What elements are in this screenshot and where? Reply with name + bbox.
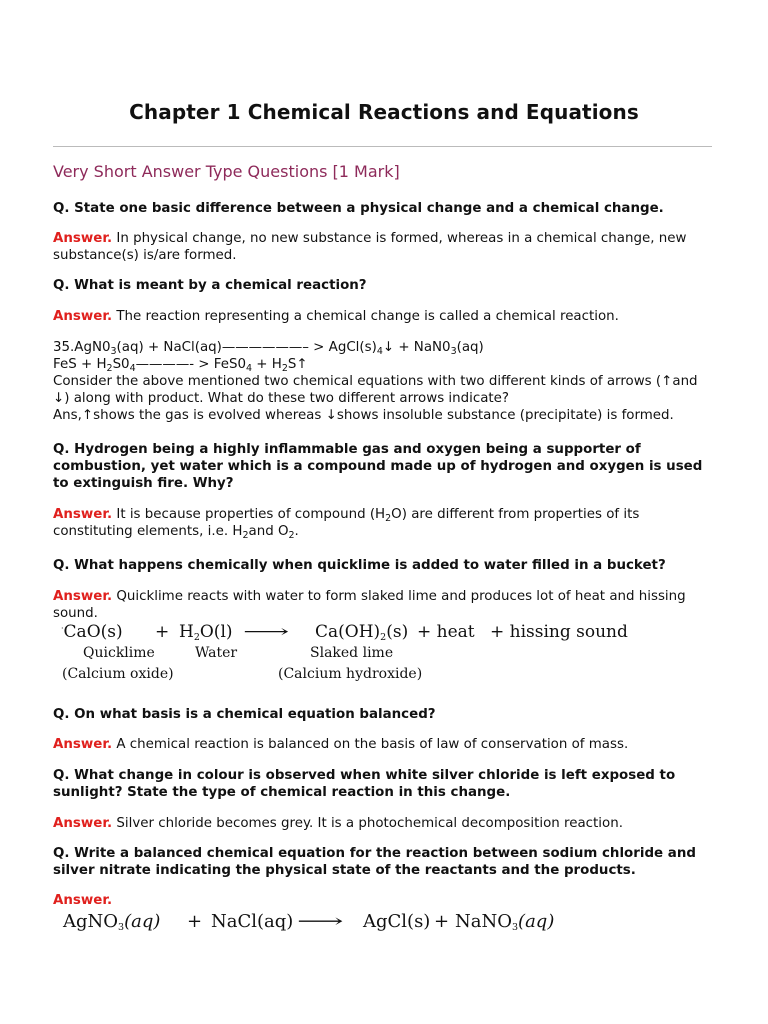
eq2-nano3: NaNO$_3$(aq) xyxy=(455,911,555,933)
question-7: Q. Write a balanced chemical equation for the reaction between sodium chloride and silver nitrate indicating the physical state of the reactants and the products. xyxy=(53,846,696,878)
answer-label: Answer. xyxy=(53,507,113,522)
eq1-arrow: ⟶ xyxy=(243,622,290,642)
question-6: Q. What change in colour is observed when white silver chloride is left exposed to sunlight? State the type of chemical reaction in this change. xyxy=(53,768,676,800)
eq1-label-quicklime: Quicklime xyxy=(83,645,155,661)
eq1-hissing: + hissing sound xyxy=(490,622,628,642)
eq2-nacl: NaCl(aq) xyxy=(211,911,294,932)
answer-1 xyxy=(53,230,713,264)
q35-question-text: Consider the above mentioned two chemical equations with two different kinds of arrows (↑and ↓) along with product. What do these two different arrows indicate? xyxy=(53,374,698,406)
eq1-label-water: Water xyxy=(195,645,238,661)
answer-label: Answer. xyxy=(53,893,113,908)
answer-5 xyxy=(53,736,713,753)
answer-6-text: Silver chloride becomes grey. It is a photochemical decomposition reaction. xyxy=(116,816,623,831)
eq2-agno3: AgNO$_3$(aq) xyxy=(63,911,161,933)
eq1-label-calcium-hydroxide: (Calcium hydroxide) xyxy=(278,666,423,682)
answer-label: Answer. xyxy=(53,816,113,831)
eq1-cao: ·CaO(s) xyxy=(61,622,123,642)
answer-label: Answer. xyxy=(53,589,113,604)
eq1-label-slaked-lime: Slaked lime xyxy=(310,645,394,661)
answer-label: Answer. xyxy=(53,737,113,752)
answer-6 xyxy=(53,815,713,832)
question-35 xyxy=(53,339,713,424)
q35-equation-1: $35.AgN0_3(aq)$ + NaCl(aq)——————– > $AgCl(s)_4↓ + NaN0_3(aq)$ xyxy=(53,340,484,357)
answer-4 xyxy=(53,588,713,622)
page-title: Chapter 1 Chemical Reactions and Equations xyxy=(129,100,639,124)
eq2-plus-2: + xyxy=(434,911,450,932)
answer-label: Answer. xyxy=(53,309,113,324)
title-divider xyxy=(53,146,712,147)
question-5: Q. On what basis is a chemical equation balanced? xyxy=(53,707,436,722)
q35-answer-text: Ans,↑shows the gas is evolved whereas ↓shows insoluble substance (precipitate) is formed. xyxy=(53,408,674,423)
answer-7 xyxy=(53,892,713,909)
eq1-label-calcium-oxide: (Calcium oxide) xyxy=(62,666,174,682)
eq1-plus: + xyxy=(155,622,170,642)
eq2-plus-1: + xyxy=(187,911,203,932)
question-2: Q. What is meant by a chemical reaction? xyxy=(53,278,367,293)
answer-1-text: In physical change, no new substance is formed, whereas in a chemical change, new substance(s) is/are formed. xyxy=(53,231,687,263)
eq1-heat: + heat xyxy=(417,622,475,642)
section-heading: Very Short Answer Type Questions [1 Mark] xyxy=(53,162,400,181)
answer-2-text: The reaction representing a chemical change is called a chemical reaction. xyxy=(116,309,619,324)
answer-3: Answer. It is because properties of compound $(H_2O)$ are different from properties of its constituting elements, i.e. $H_2and$ $O_2$. xyxy=(53,507,640,541)
question-3: Q. Hydrogen being a highly inflammable gas and oxygen being a supporter of combustion, yet water which is a compound made up of hydrogen and oxygen is used to extinguish fire. Why? xyxy=(53,442,703,491)
answer-label: Answer. xyxy=(53,231,113,246)
eq1-h2o: $H_2O(l)$ xyxy=(179,622,233,643)
answer-4-text: Quicklime reacts with water to form slaked lime and produces lot of heat and hissing sound. xyxy=(53,589,686,621)
quicklime-equation xyxy=(53,622,693,682)
answer-2 xyxy=(53,308,713,325)
question-4: Q. What happens chemically when quicklime is added to water filled in a bucket? xyxy=(53,558,666,573)
answer-5-text: A chemical reaction is balanced on the basis of law of conservation of mass. xyxy=(116,737,629,752)
eq2-arrow: ⟶ xyxy=(297,911,344,932)
eq1-caoh2: $Ca(OH)_2(s)$ xyxy=(315,622,409,643)
q35-equation-2: FeS + $H_2S0_4————- > FeS0_4$ + $H_2S↑$ xyxy=(53,357,308,374)
eq2-agcl: AgCl(s) xyxy=(363,911,431,932)
silver-nitrate-equation xyxy=(53,911,693,939)
question-1: Q. State one basic difference between a physical change and a chemical change. xyxy=(53,201,664,216)
